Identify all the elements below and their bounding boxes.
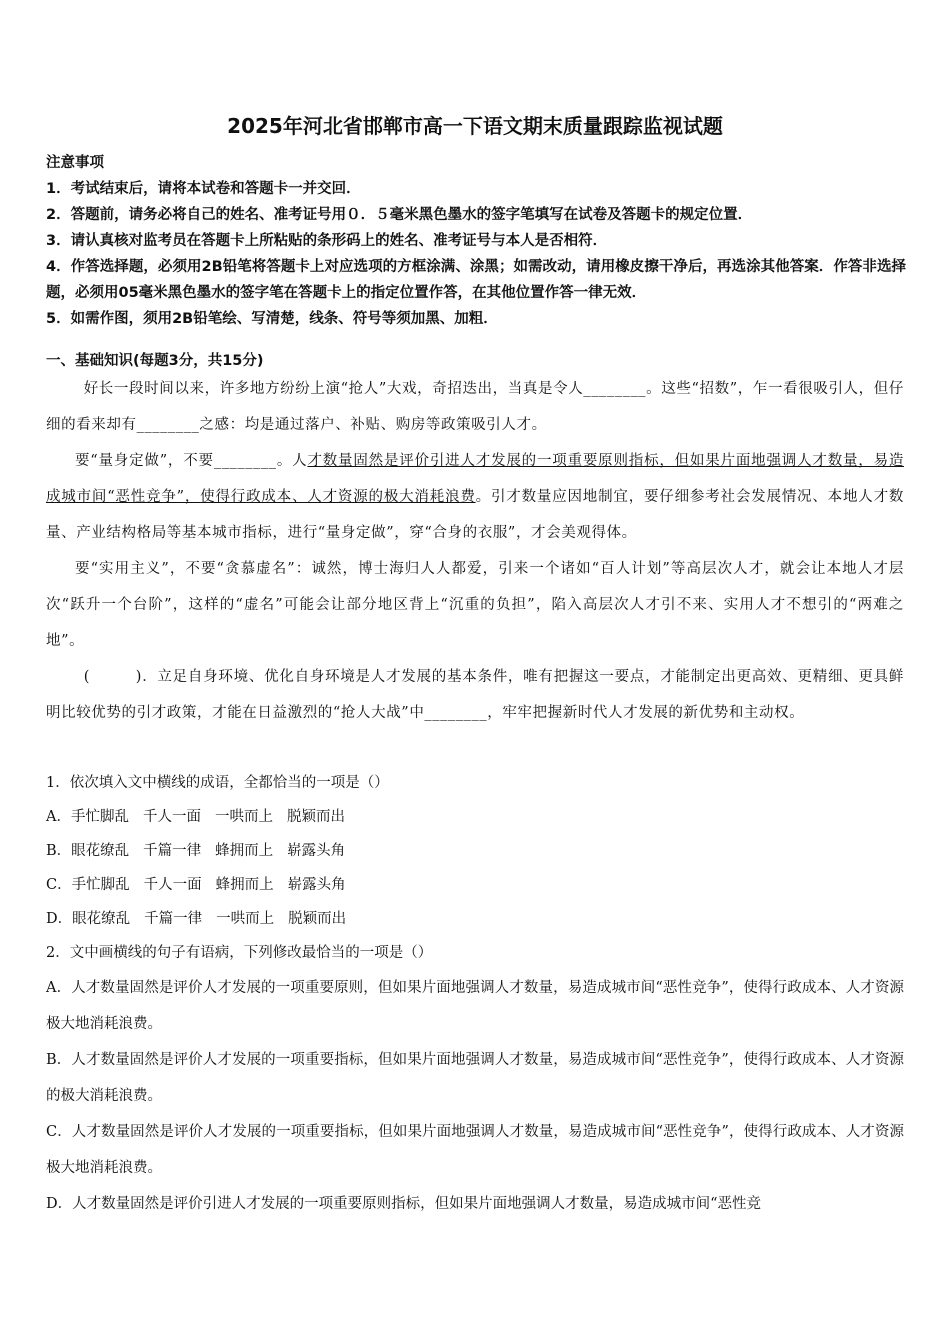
- q1-option-a[interactable]: [46, 800, 904, 834]
- q1-option-d[interactable]: [46, 902, 904, 936]
- notice-item-3: 3．请认真核对监考员在答题卡上所粘贴的条形码上的姓名、准考证号与本人是否相符．: [46, 233, 608, 249]
- q1-option-b[interactable]: [46, 834, 904, 868]
- option-text: 人才数量固然是评价引进人才发展的一项重要原则指标，但如果片面地强调人才数量，易造成城市间“恶性竞: [72, 1196, 762, 1212]
- option-word: 千篇一律: [143, 843, 202, 859]
- option-label: D．: [46, 1196, 73, 1212]
- passage-paragraph-1: 好长一段时间以来，许多地方纷纷上演“抢人”大戏，奇招迭出，当真是令人________。这些“招数”，乍一看很吸引人，但仔细的看来却有________之感：均是通过落户、补贴、购房等政策吸引人才。: [46, 381, 904, 433]
- option-word: 千篇一律: [144, 911, 203, 927]
- passage-p2-lead: 要“量身定做”，不要________。人: [75, 453, 308, 469]
- option-word: 脱颖而出: [286, 809, 345, 825]
- q2-option-b[interactable]: [46, 1042, 904, 1114]
- option-word: 崭露头角: [287, 843, 346, 859]
- option-word: 蜂拥而上: [215, 877, 274, 893]
- q2-option-c[interactable]: [46, 1114, 904, 1186]
- section-heading: 一、基础知识(每题3分，共15分): [46, 353, 264, 369]
- option-word: 眼花缭乱: [72, 911, 131, 927]
- option-text: 人才数量固然是评价人才发展的一项重要原则，但如果片面地强调人才数量，易造成城市间“恶性竞争”，使得行政成本、人才资源极大地消耗浪费。: [46, 980, 904, 1032]
- option-text: 人才数量固然是评价人才发展的一项重要指标，但如果片面地强调人才数量，易造成城市间“恶性竞争”，使得行政成本、人才资源的极大消耗浪费。: [46, 1052, 904, 1104]
- option-word: 崭露头角: [287, 877, 346, 893]
- notice-item-2: 2．答题前，请务必将自己的姓名、准考证号用０．５毫米黑色墨水的签字笔填写在试卷及答题卡的规定位置．: [46, 207, 753, 223]
- option-word: 一哄而上: [214, 809, 273, 825]
- reading-passage: [46, 371, 904, 731]
- passage-paragraph-4: ( )．立足自身环境、优化自身环境是人才发展的基本条件，唯有把握这一要点，才能制定出更高效、更精细、更具鲜明比较优势的引才政策，才能在日益激烈的“抢人大战”中________，牢牢把握新时代人才发展的新优势和主动权。: [46, 669, 904, 721]
- q1-option-c[interactable]: [46, 868, 904, 902]
- option-label: C．: [46, 877, 72, 893]
- questions-block: [46, 766, 904, 1222]
- passage-paragraph-3: 要“实用主义”，不要“贪慕虚名”：诚然，博士海归人人都爱，引来一个诸如“百人计划”等高层次人才，就会让本地人才层次“跃升一个台阶”，这样的“虚名”可能会让部分地区背上“沉重的负担”，陷入高层次人才引不来、实用人才不想引的“两难之地”。: [46, 561, 904, 649]
- q2-option-a[interactable]: [46, 970, 904, 1042]
- option-label: A．: [46, 980, 72, 996]
- option-label: B．: [46, 843, 72, 859]
- notice-block: [46, 150, 906, 332]
- option-word: 千人一面: [143, 877, 202, 893]
- question-2-stem: 2．文中画横线的句子有语病，下列修改最恰当的一项是（）: [46, 945, 433, 961]
- option-word: 脱颖而出: [288, 911, 347, 927]
- option-word: 手忙脚乱: [70, 809, 129, 825]
- option-label: B．: [46, 1052, 72, 1068]
- page-title: 2025年河北省邯郸市高一下语文期末质量跟踪监视试题: [227, 114, 723, 138]
- option-text: 人才数量固然是评价人才发展的一项重要指标，但如果片面地强调人才数量，易造成城市间“恶性竞争”，使得行政成本、人才资源极大地消耗浪费。: [46, 1124, 904, 1176]
- option-word: 一哄而上: [216, 911, 275, 927]
- passage-paragraph-2: [46, 443, 904, 551]
- underlined-sentence: 才数量固然是评价引进人才发展的一项重要原则指标，但如果片面地强调人才数量，易造成城市间“恶性竞争”，使得行政成本、人才资源的极大消耗浪费: [46, 453, 904, 505]
- option-word: 手忙脚乱: [71, 877, 130, 893]
- option-label: D．: [46, 911, 73, 927]
- notice-heading: 注意事项: [46, 155, 104, 171]
- option-word: 蜂拥而上: [215, 843, 274, 859]
- notice-item-1: 1．考试结束后，请将本试卷和答题卡一并交回．: [46, 181, 361, 197]
- option-word: 千人一面: [142, 809, 201, 825]
- option-label: A．: [46, 809, 71, 825]
- question-1-stem: 1．依次填入文中横线的成语，全都恰当的一项是（）: [46, 775, 389, 791]
- passage-p2-tail: 。引才数量应因地制宜，要仔细参考社会发展情况、本地人才数量、产业结构格局等基本城市指标，进行“量身定做”，穿“合身的衣服”，才会美观得体。: [46, 489, 904, 541]
- q2-option-d[interactable]: [46, 1186, 904, 1222]
- notice-item-4: 4．作答选择题，必须用2B铅笔将答题卡上对应选项的方框涂满、涂黑；如需改动，请用橡皮擦干净后，再选涂其他答案．作答非选择题，必须用05毫米黑色墨水的签字笔在答题卡上的指定位置作答，在其他位置作答一律无效．: [46, 259, 906, 301]
- option-label: C．: [46, 1124, 72, 1140]
- option-word: 眼花缭乱: [71, 843, 130, 859]
- notice-item-5: 5．如需作图，须用2B铅笔绘、写清楚，线条、符号等须加黑、加粗．: [46, 311, 498, 327]
